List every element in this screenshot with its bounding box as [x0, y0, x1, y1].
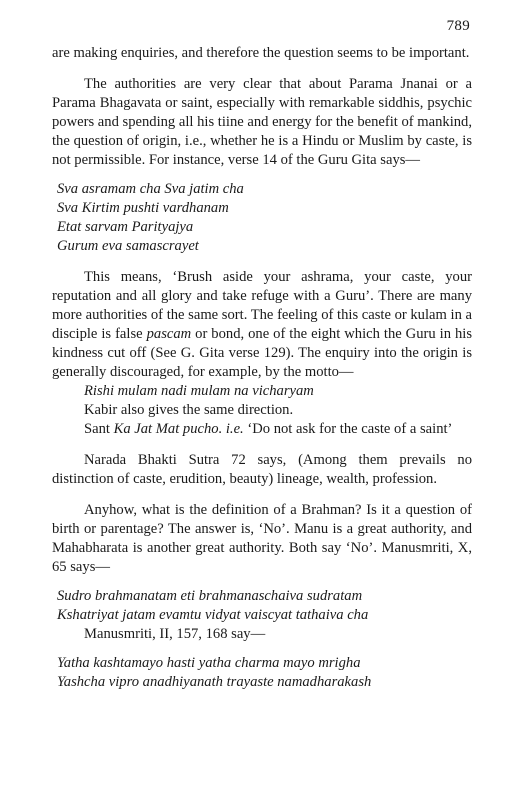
verse-manusmriti-ii — [52, 654, 472, 692]
verse-line: Kshatriyat jatam evamtu vidyat vaiscyat tathaiva cha — [57, 607, 369, 623]
paragraph-narada: Narada Bhakti Sutra 72 says, (Among them prevails no distinction of caste, erudition, beauty) lineage, wealth, profession. — [52, 452, 472, 487]
verse-line: Sudro brahmanatam eti brahmanaschaiva sudratam — [57, 588, 363, 604]
kabir-line: Kabir also gives the same direction. — [84, 402, 294, 418]
manusmriti-ii-line: Manusmriti, II, 157, 168 say— — [84, 626, 266, 642]
sant-suffix: ‘Do not ask for the caste of a saint’ — [243, 421, 453, 437]
verse-line: Sva Kirtim pushti vardhanam — [57, 200, 229, 216]
meaning-text-1: This means, ‘Brush aside your ashrama, your caste, your reputation and all glory and take refuge with a Guru’. There are many more authorities of the same sort. The feeling of this caste or kulam in a disciple is false — [52, 269, 472, 342]
sant-line — [52, 420, 472, 439]
sant-italic: Ka Jat Mat pucho. i.e. — [113, 421, 244, 437]
verse-line: Sva asramam cha Sva jatim cha — [57, 181, 244, 197]
paragraph-authorities: The authorities are very clear that about Parama Jnanai or a Parama Bhagavata or saint, especially with remarkable siddhis, psychic powers and spending all his tiine and energy for the benefit of mankind, the question of origin, i.e., whether he is a Hindu or Muslim by caste, is not permissible. For instance, verse 14 of the Guru Gita says— — [52, 76, 473, 168]
verse-line: Yatha kashtamayo hasti yatha charma mayo mrigha — [57, 655, 361, 671]
meaning-text-2: or bond, one of the eight which the Guru in his kindness cut off (See G. Gita verse 129). The enquiry into the origin is generally discouraged, for example, by the motto— — [52, 326, 473, 380]
verse-manusmriti-x — [52, 587, 472, 625]
paragraph-continuation: are making enquiries, and therefore the question seems to be important. — [52, 45, 470, 61]
page-body — [52, 44, 472, 692]
page-number: 789 — [446, 18, 470, 34]
paragraph-meaning — [52, 268, 472, 382]
paragraph-brahman: Anyhow, what is the definition of a Brahman? Is it a question of birth or parentage? The answer is, ‘No’. Manu is a great authority, and Mahabharata is another great authority. Both say ‘No’. Manusmriti, X, 65 says— — [52, 502, 472, 575]
motto-line — [52, 382, 472, 401]
sant-prefix: Sant — [84, 421, 114, 437]
verse-guru-gita — [52, 180, 472, 256]
meaning-italic-term: pascam — [146, 326, 192, 342]
verse-line: Gurum eva samascrayet — [57, 238, 199, 254]
verse-line: Yashcha vipro anadhiyanath trayaste namadharakash — [57, 674, 372, 690]
verse-line: Etat sarvam Parityajya — [57, 219, 194, 235]
motto-text: Rishi mulam nadi mulam na vicharyam — [84, 383, 314, 399]
